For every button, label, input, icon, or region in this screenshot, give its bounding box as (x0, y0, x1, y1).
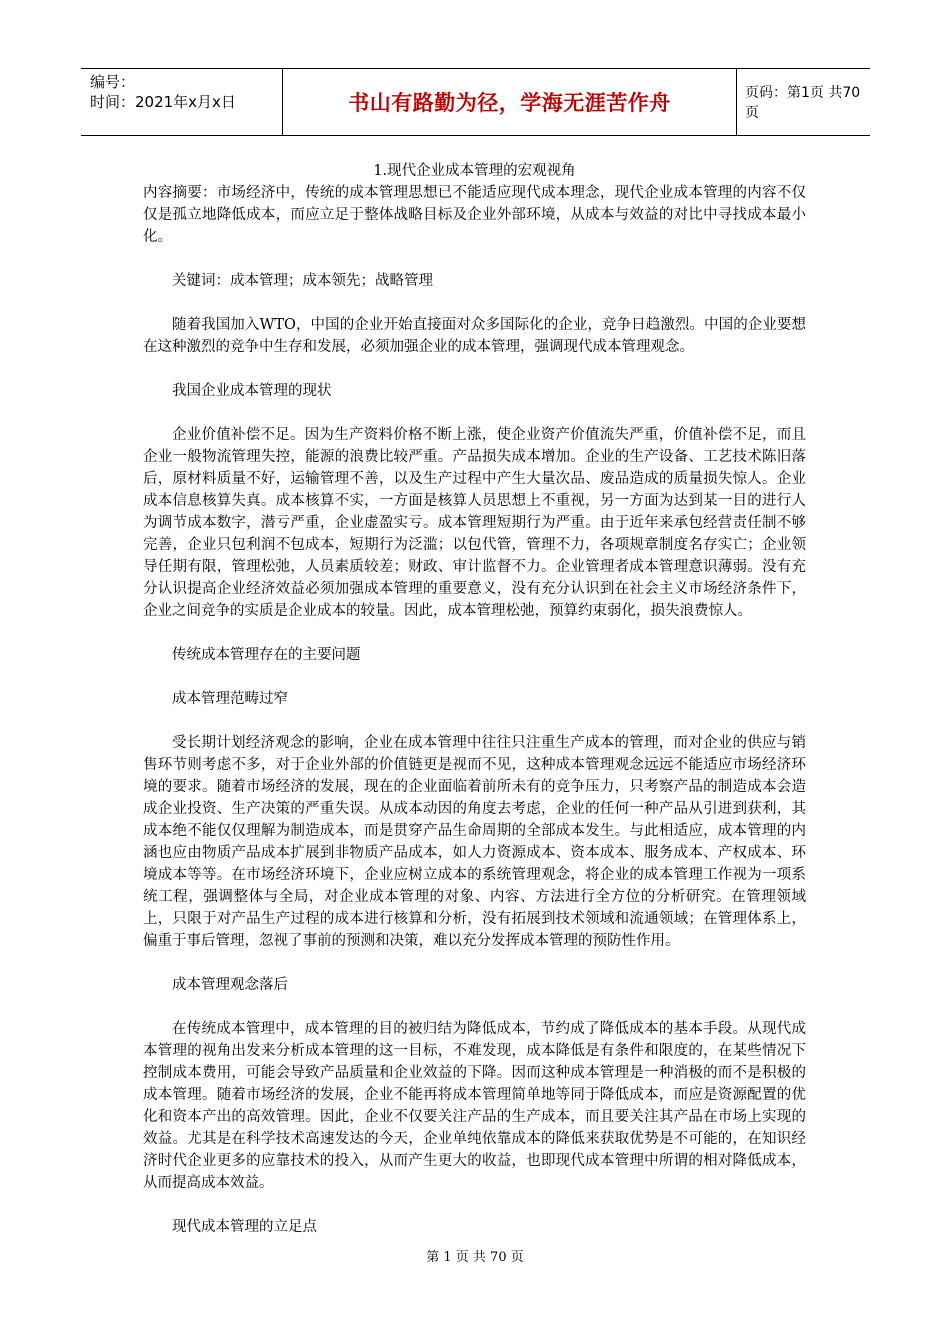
section-heading-traditional-problems: 传统成本管理存在的主要问题 (172, 647, 361, 663)
document-time-label: 时间：2021年x月x日 (90, 93, 236, 111)
abstract-paragraph: 内容摘要：市场经济中，传统的成本管理思想已不能适应现代成本理念，现代企业成本管理的内容不仅仅是孤立地降低成本，而应立足于整体战略目标及企业外部环境，从成本与效益的对比中寻找成本最小化。 (143, 185, 806, 245)
subsection-narrow-scope-paragraph: 受长期计划经济观念的影响，企业在成本管理中往往只注重生产成本的管理，而对企业的供应与销售环节则考虑不多，对于企业外部的价值链更是视而不见，这种成本管理观念远远不能适应市场经济环境的要求。随着市场经济的发展，现在的企业面临着前所未有的竞争压力，只考察产品的制造成本会造成企业投资、生产决策的严重失误。从成本动因的角度去考虑，企业的任何一种产品从引进到获利，其成本绝不能仅仅理解为制造成本，而是贯穿产品生命周期的全部成本发生。与此相适应，成本管理的内涵也应由物质产品成本扩展到非物质产品成本，如人力资源成本、资本成本、服务成本、产权成本、环境成本等等。在市场经济环境下，企业应树立成本的系统管理观念，将企业的成本管理工作视为一项系统工程，强调整体与全局，对企业成本管理的对象、内容、方法进行全方位的分析研究。在管理领域上，只限于对产品生产过程的成本进行核算和分析，没有拓展到技术领域和流通领域；在管理体系上，偏重于事后管理，忽视了事前的预测和决策，难以充分发挥成本管理的预防性作用。 (143, 735, 806, 949)
document-title: 1.现代企业成本管理的宏观视角 (373, 163, 576, 179)
page-footer: 第 1 页 共 70 页 (426, 1250, 524, 1265)
section-current-status-paragraph: 企业价值补偿不足。因为生产资料价格不断上涨，使企业资产价值流失严重，价值补偿不足，而且企业一般物流管理失控，能源的浪费比较严重。产品损失成本增加。企业的生产设备、工艺技术陈旧落后，原材料质量不好，运输管理不善，以及生产过程中产生大量次品、废品造成的质量损失惊人。企业成本信息核算失真。成本核算不实，一方面是核算人员思想上不重视，另一方面为达到某一目的进行人为调节成本数字，潜亏严重，企业虚盈实亏。成本管理短期行为严重。由于近年来承包经营责任制不够完善，企业只包利润不包成本，短期行为泛滥；以包代管，管理不力，各项规章制度名存实亡；企业领导任期有限，管理松弛，人员素质较差；财政、审计监督不力。企业管理者成本管理意识薄弱。没有充分认识提高企业经济效益必须加强成本管理的重要意义，没有充分认识到在社会主义市场经济条件下，企业之间竞争的实质是企业成本的较量。因此，成本管理松弛，预算约束弱化，损失浪费惊人。 (143, 427, 806, 619)
header-meta (81, 69, 282, 135)
subsection-heading-narrow-scope: 成本管理范畴过窄 (172, 691, 288, 707)
section-heading-current-status: 我国企业成本管理的现状 (172, 383, 332, 399)
page-header (81, 68, 870, 136)
document-body (143, 160, 806, 1260)
header-page-info: 页码：第1页 共70页 (745, 85, 861, 121)
subsection-heading-outdated-concept: 成本管理观念落后 (172, 977, 288, 993)
header-motto-cell (282, 69, 737, 135)
keywords-line: 关键词：成本管理；成本领先；战略管理 (172, 273, 433, 289)
document-number-label: 编号： (90, 73, 136, 91)
header-motto: 书山有路勤为径，学海无涯苦作舟 (348, 91, 671, 115)
section-heading-foundation: 现代成本管理的立足点 (172, 1219, 317, 1235)
subsection-outdated-concept-paragraph: 在传统成本管理中，成本管理的目的被归结为降低成本，节约成了降低成本的基本手段。从现代成本管理的视角出发来分析成本管理的这一目标，不难发现，成本降低是有条件和限度的，在某些情况下控制成本费用，可能会导致产品质量和企业效益的下降。因而这种成本管理是一种消极的而不是积极的成本管理。随着市场经济的发展，企业不能再将成本管理简单地等同于降低成本，而应是资源配置的优化和资本产出的高效管理。因此，企业不仅要关注产品的生产成本，而且要关注其产品在市场上实现的效益。尤其是在科学技术高速发达的今天，企业单纯依靠成本的降低来获取优势是不可能的，在知识经济时代企业更多的应靠技术的投入，从而产生更大的收益，也即现代成本管理中所谓的相对降低成本，从而提高成本效益。 (143, 1021, 806, 1191)
intro-paragraph: 随着我国加入WTO，中国的企业开始直接面对众多国际化的企业，竞争日趋激烈。中国的企业要想在这种激烈的竞争中生存和发展，必须加强企业的成本管理，强调现代成本管理观念。 (143, 317, 806, 355)
